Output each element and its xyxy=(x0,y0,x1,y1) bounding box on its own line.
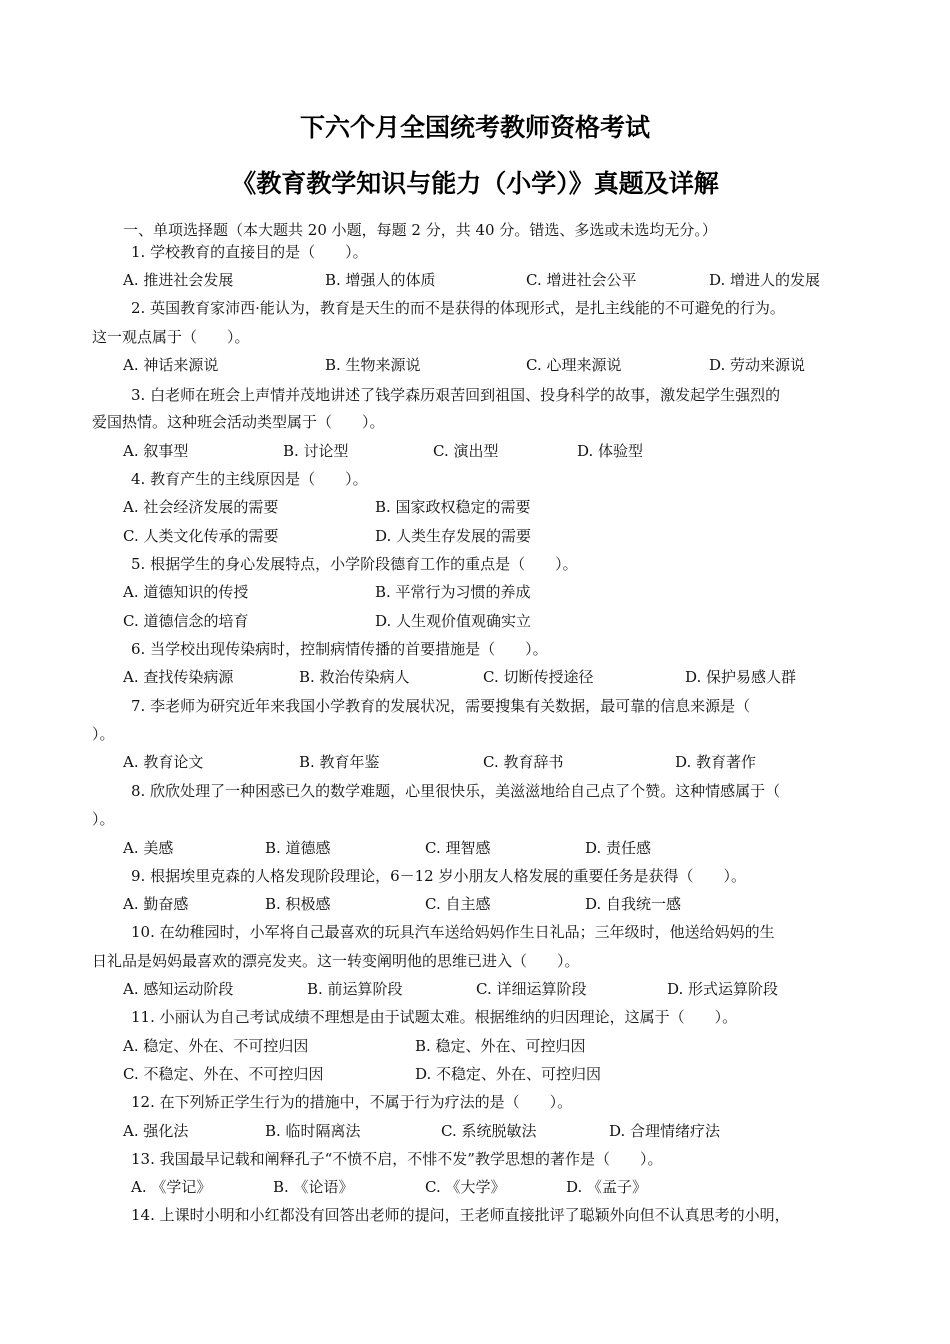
question-stem-continuation: 日礼品是妈妈最喜欢的漂亮发夹。这一转变阐明他的思维已进入（ ）。 xyxy=(92,952,580,970)
answer-option: A. 勤奋感 xyxy=(123,895,189,913)
answer-option: A. 《学记》 xyxy=(131,1178,212,1196)
question-stem-continuation: ）。 xyxy=(92,725,115,743)
answer-option: B. 积极感 xyxy=(265,895,331,913)
answer-option: C. 详细运算阶段 xyxy=(476,980,587,998)
answer-option: A. 强化法 xyxy=(123,1122,189,1140)
question-stem-continuation: 爱国热情。这种班会活动类型属于（ ）。 xyxy=(92,413,385,431)
answer-option: C. 增进社会公平 xyxy=(526,271,637,289)
answer-option: C. 自主感 xyxy=(425,895,491,913)
answer-option: C. 系统脱敏法 xyxy=(441,1122,537,1140)
answer-option: C. 理智感 xyxy=(425,839,491,857)
answer-option: C. 教育辞书 xyxy=(483,753,564,771)
answer-option: A. 社会经济发展的需要 xyxy=(123,498,279,516)
answer-option: A. 神话来源说 xyxy=(123,356,219,374)
answer-option: B. 临时隔离法 xyxy=(265,1122,361,1140)
answer-option: C. 心理来源说 xyxy=(526,356,622,374)
answer-option: D. 《孟子》 xyxy=(566,1178,648,1196)
answer-option: D. 教育著作 xyxy=(675,753,757,771)
answer-option: C. 人类文化传承的需要 xyxy=(123,527,279,545)
question-stem-continuation: 这一观点属于（ ）。 xyxy=(92,328,250,346)
answer-option: B. 增强人的体质 xyxy=(325,271,436,289)
answer-option: D. 人生观价值观确实立 xyxy=(375,612,532,630)
question-stem: 14. 上课时小明和小红都没有回答出老师的提问，王老师直接批评了聪颖外向但不认真思考的小明， xyxy=(131,1206,790,1224)
answer-option: B. 救治传染病人 xyxy=(299,668,410,686)
question-stem-continuation: ）。 xyxy=(92,810,115,828)
answer-option: C. 演出型 xyxy=(433,442,499,460)
question-stem: 12. 在下列矫正学生行为的措施中，不属于行为疗法的是（ ）。 xyxy=(131,1093,573,1111)
question-stem: 1. 学校教育的直接目的是（ ）。 xyxy=(131,243,368,261)
answer-option: B. 教育年鉴 xyxy=(299,753,380,771)
answer-option: D. 劳动来源说 xyxy=(709,356,806,374)
answer-option: A. 推进社会发展 xyxy=(123,271,234,289)
answer-option: D. 增进人的发展 xyxy=(709,271,821,289)
answer-option: B. 稳定、外在、可控归因 xyxy=(415,1037,586,1055)
answer-option: A. 稳定、外在、不可控归因 xyxy=(123,1037,309,1055)
answer-option: A. 美感 xyxy=(123,839,174,857)
answer-option: B. 前运算阶段 xyxy=(307,980,403,998)
answer-option: D. 合理情绪疗法 xyxy=(609,1122,721,1140)
question-stem: 13. 我国最早记载和阐释孔子“不愤不启，不悱不发”教学思想的著作是（ ）。 xyxy=(131,1150,663,1168)
answer-option: A. 感知运动阶段 xyxy=(123,980,234,998)
answer-option: D. 形式运算阶段 xyxy=(667,980,779,998)
answer-option: A. 教育论文 xyxy=(123,753,204,771)
answer-option: B. 生物来源说 xyxy=(325,356,421,374)
answer-option: D. 不稳定、外在、可控归因 xyxy=(415,1065,602,1083)
page-title: 下六个月全国统考教师资格考试 xyxy=(299,113,650,142)
question-stem: 8. 欣欣处理了一种困惑已久的数学难题，心里很快乐，美滋滋地给自己点了个赞。这种情感属于（ xyxy=(131,782,781,800)
answer-option: B. 道德感 xyxy=(265,839,331,857)
answer-option: B. 《论语》 xyxy=(273,1178,354,1196)
answer-option: B. 平常行为习惯的养成 xyxy=(375,583,531,601)
question-stem: 4. 教育产生的主线原因是（ ）。 xyxy=(131,470,368,488)
answer-option: A. 叙事型 xyxy=(123,442,189,460)
answer-option: D. 保护易感人群 xyxy=(685,668,797,686)
answer-option: C. 《大学》 xyxy=(425,1178,506,1196)
answer-option: D. 自我统一感 xyxy=(585,895,682,913)
answer-option: C. 道德信念的培育 xyxy=(123,612,249,630)
answer-option: B. 国家政权稳定的需要 xyxy=(375,498,531,516)
question-stem: 6. 当学校出现传染病时，控制病情传播的首要措施是（ ）。 xyxy=(131,640,548,658)
section-header: 一、单项选择题（本大题共 20 小题，每题 2 分，共 40 分。错选、多选或未选均无分。） xyxy=(123,221,717,239)
question-stem: 3. 白老师在班会上声情并茂地讲述了钱学森历艰苦回到祖国、投身科学的故事，激发起学生强烈的 xyxy=(131,386,781,404)
question-stem: 5. 根据学生的身心发展特点，小学阶段德育工作的重点是（ ）。 xyxy=(131,555,578,573)
answer-option: C. 切断传授途径 xyxy=(483,668,594,686)
question-stem: 10. 在幼稚园时，小军将自己最喜欢的玩具汽车送给妈妈作生日礼品；三年级时，他送给妈妈的生 xyxy=(131,923,775,941)
answer-option: A. 查找传染病源 xyxy=(123,668,234,686)
question-stem: 11. 小丽认为自己考试成绩不理想是由于试题太难。根据维纳的归因理论，这属于（ ）。 xyxy=(131,1008,738,1026)
page-subtitle: 《教育教学知识与能力（小学）》真题及详解 xyxy=(231,169,719,198)
question-stem: 9. 根据埃里克森的人格发现阶段理论，6－12 岁小朋友人格发展的重要任务是获得（ ）。 xyxy=(131,867,746,885)
answer-option: D. 体验型 xyxy=(577,442,644,460)
question-stem: 7. 李老师为研究近年来我国小学教育的发展状况，需要搜集有关数据，最可靠的信息来源是（ xyxy=(131,697,751,715)
answer-option: A. 道德知识的传授 xyxy=(123,583,249,601)
answer-option: D. 责任感 xyxy=(585,839,652,857)
question-stem: 2. 英国教育家沛西·能认为，教育是天生的而不是获得的体现形式，是扎主线能的不可避免的行为。 xyxy=(131,299,785,317)
answer-option: D. 人类生存发展的需要 xyxy=(375,527,532,545)
answer-option: C. 不稳定、外在、不可控归因 xyxy=(123,1065,324,1083)
answer-option: B. 讨论型 xyxy=(283,442,349,460)
